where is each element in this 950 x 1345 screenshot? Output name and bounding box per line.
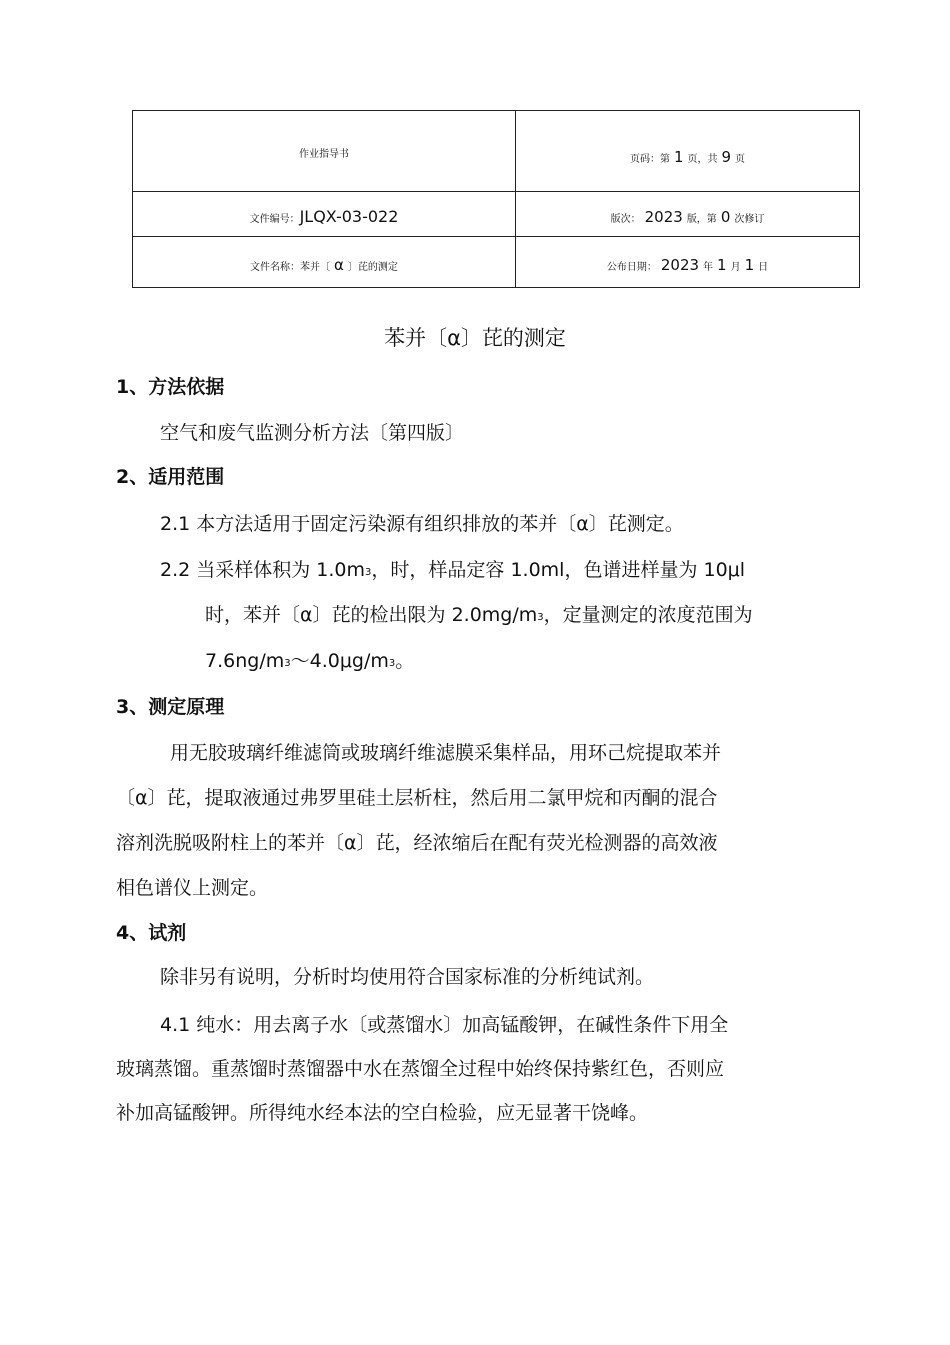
section-2-2-line2 xyxy=(205,600,753,627)
publish-date-cell xyxy=(516,237,860,288)
section-3-line1: 用无胶玻璃纤维滤筒或玻璃纤维滤膜采集样品，用环己烷提取苯并 xyxy=(170,742,722,764)
section-4-text: 除非另有说明，分析时均使用符合国家标准的分析纯试剂。 xyxy=(160,966,655,988)
s2-2-g: 。 xyxy=(395,650,415,672)
s2-2-b: ，时，样品定容 1.0ml，色谱进样量为 10μl xyxy=(371,559,746,581)
s2-2-sup4: 3 xyxy=(388,658,396,669)
section-1-heading: 1、方法依据 xyxy=(116,376,225,398)
page-total: 9 xyxy=(721,147,732,166)
s2-2-d: ，定量测定的浓度范围为 xyxy=(543,604,753,626)
publish-day-suffix: 日 xyxy=(758,261,769,273)
edition-year: 2023 xyxy=(644,207,683,226)
doc-type-cell xyxy=(133,111,516,192)
s2-2-sup2: 3 xyxy=(537,612,544,623)
s2-2-sup1: 3 xyxy=(365,567,372,578)
section-4-1-line2: 玻璃蒸馏。重蒸馏时蒸馏器中水在蒸馏全过程中始终保持紫红色，否则应 xyxy=(116,1058,725,1080)
section-3-heading: 3、测定原理 xyxy=(116,696,225,718)
s2-2-f: ～4.0μg/m xyxy=(290,650,389,672)
section-4-heading: 4、试剂 xyxy=(116,922,187,944)
edition-mid: 版，第 xyxy=(686,213,717,225)
s2-2-c: 时，苯并〔α〕芘的检出限为 2.0mg/m xyxy=(205,604,538,626)
publish-date-label: 公布日期： xyxy=(606,261,657,273)
edition-label: 版次： xyxy=(610,213,641,225)
section-2-2-line1 xyxy=(160,555,745,582)
doc-type: 作业指导书 xyxy=(299,148,349,160)
doc-name-label: 文件名称：苯并〔 xyxy=(250,261,331,273)
section-4-1-line1: 4.1 纯水：用去离子水〔或蒸馏水〕加高锰酸钾，在碱性条件下用全 xyxy=(160,1014,729,1036)
section-1-text: 空气和废气监测分析方法〔第四版〕 xyxy=(160,422,465,444)
doc-name-suffix: 〕芘的测定 xyxy=(347,261,398,273)
revision-number: 0 xyxy=(720,207,731,226)
page-suffix: 页 xyxy=(735,153,746,165)
publish-month: 1 xyxy=(717,255,727,274)
page-prefix: 页码：第 xyxy=(629,153,670,165)
publish-year-suffix: 年 xyxy=(703,261,714,273)
doc-number: JLQX-03-022 xyxy=(299,206,399,226)
section-4-1-line3: 补加高锰酸钾。所得纯水经本法的空白检验，应无显著干饶峰。 xyxy=(116,1102,649,1124)
page-current: 1 xyxy=(673,147,684,166)
revision-suffix: 次修订 xyxy=(734,213,765,225)
publish-month-suffix: 月 xyxy=(730,261,741,273)
section-2-2-line3 xyxy=(205,646,414,673)
section-2-1: 2.1 本方法适用于固定污染源有组织排放的苯并〔α〕芘测定。 xyxy=(160,513,684,535)
publish-year: 2023 xyxy=(660,255,700,274)
section-3-line3: 溶剂洗脱吸附柱上的苯并〔α〕芘，经浓缩后在配有荧光检测器的高效液 xyxy=(116,832,718,854)
edition-cell xyxy=(516,192,860,237)
document-header-table xyxy=(132,110,860,288)
doc-number-cell xyxy=(133,192,516,237)
doc-number-label: 文件编号： xyxy=(249,213,300,225)
page-mid: 页，共 xyxy=(687,153,718,165)
s2-2-sup3: 3 xyxy=(284,658,291,669)
page-number-cell xyxy=(516,111,860,192)
doc-name-cell xyxy=(133,237,516,288)
section-3-line4: 相色谱仪上测定。 xyxy=(116,877,269,899)
section-2-heading: 2、适用范围 xyxy=(116,466,225,488)
doc-name-alpha: α xyxy=(334,255,344,274)
s2-2-e: 7.6ng/m xyxy=(205,650,285,672)
document-title: 苯并〔α〕芘的测定 xyxy=(384,326,566,350)
section-3-line2: 〔α〕芘，提取液通过弗罗里硅土层析柱，然后用二氯甲烷和丙酮的混合 xyxy=(116,787,718,809)
publish-day: 1 xyxy=(744,255,755,274)
s2-2-a: 2.2 当采样体积为 1.0m xyxy=(160,559,366,581)
